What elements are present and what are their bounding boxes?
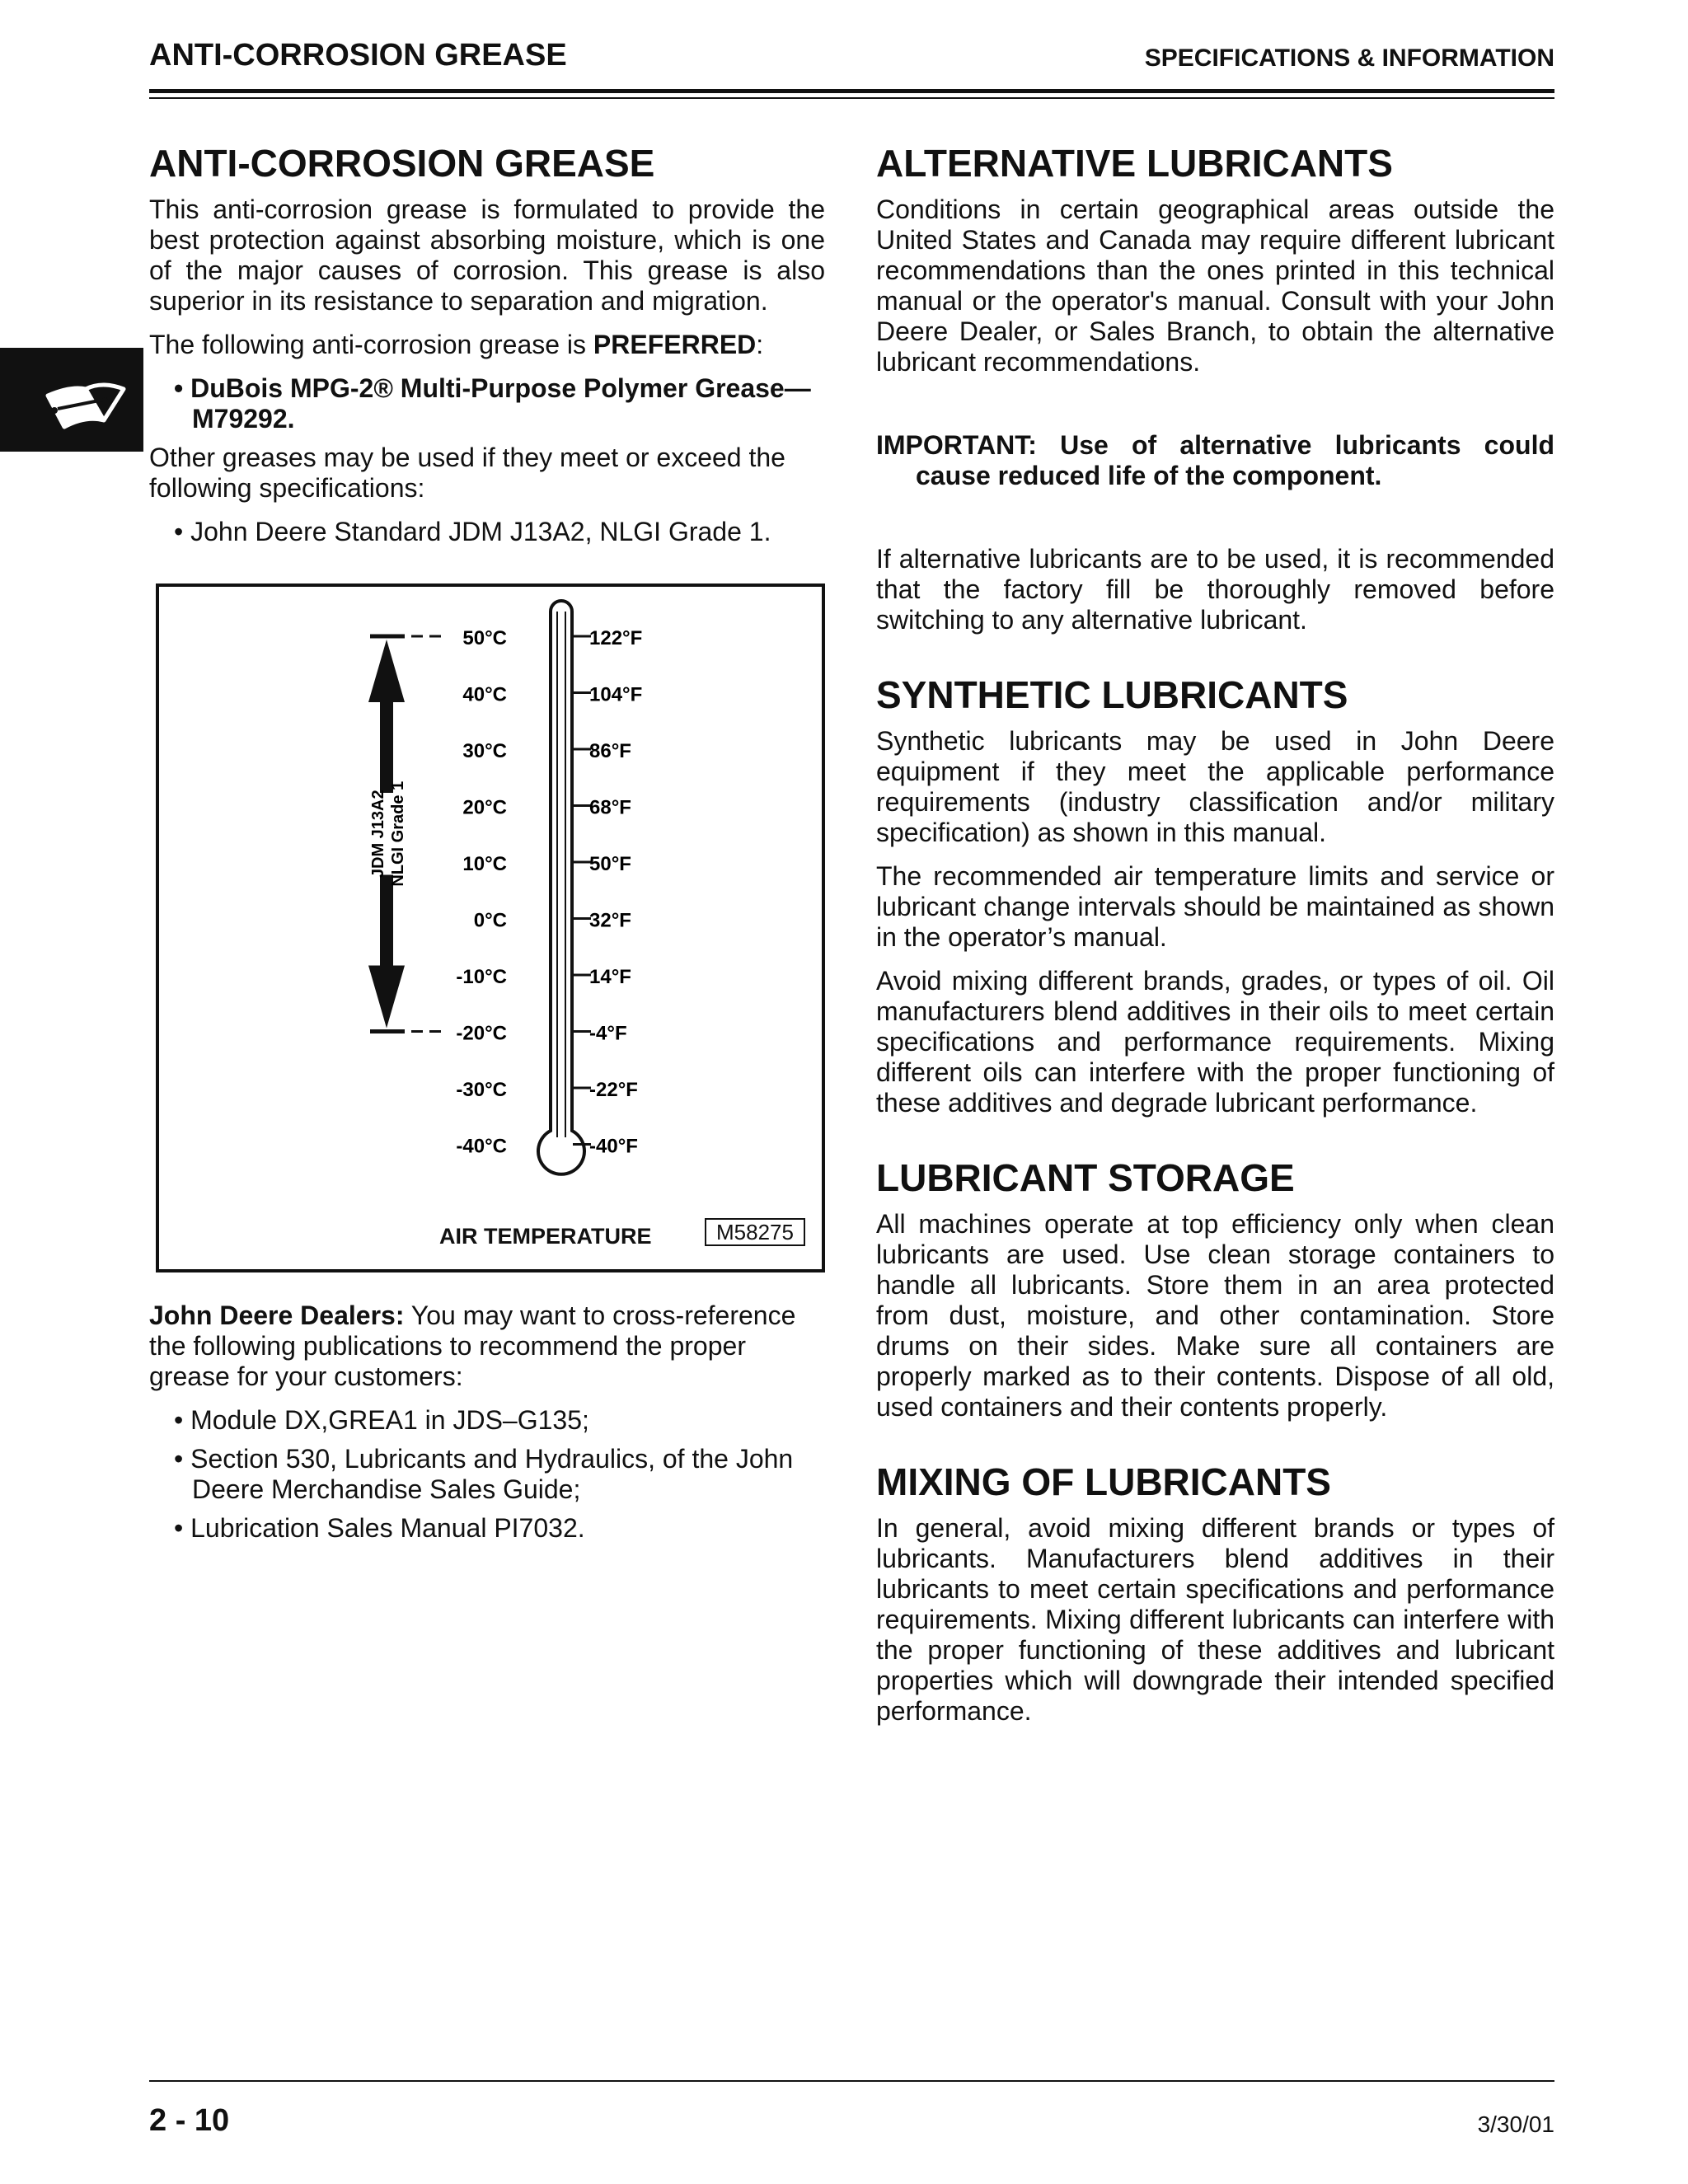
page-number: 2 - 10	[149, 2103, 230, 2138]
preferred-prefix: The following anti-corrosion grease is	[149, 330, 593, 359]
anti-corrosion-heading: ANTI-CORROSION GREASE	[149, 142, 655, 185]
fahrenheit-label: -22°F	[589, 1079, 638, 1101]
other-greases-text: Other greases may be used if they meet or exceed the following specifications:	[149, 443, 785, 503]
footer-rule	[149, 2080, 1554, 2082]
celsius-label: -20°C	[456, 1022, 507, 1045]
dealers-text: You may want to cross-reference the following publications to recommend the proper grease for your customers:	[149, 1301, 796, 1391]
important-notice: IMPORTANT: Use of alternative lubricants could cause reduced life of the component.	[876, 430, 1554, 490]
synthetic-p3: Avoid mixing different brands, grades, or types of oil. Oil manufacturers blend additives in their oils to meet certain specifications and performance requirements. Mixing different oils can interfere with the proper functioning of these additives and degrade lubricant performance.	[876, 966, 1554, 1118]
preferred-word: PREFERRED	[593, 330, 757, 359]
preferred-suffix: :	[756, 330, 764, 359]
fahrenheit-label: 14°F	[589, 966, 631, 988]
fahrenheit-label: 50°F	[589, 853, 631, 875]
fahrenheit-label: 104°F	[589, 683, 643, 706]
figure-caption: AIR TEMPERATURE	[439, 1224, 652, 1249]
thermometer-diagram	[159, 587, 822, 1269]
fahrenheit-label: 122°F	[589, 627, 643, 649]
range-arrow-down	[368, 875, 405, 1029]
left-column	[149, 142, 825, 1552]
right-column	[876, 142, 1554, 1740]
celsius-label: 40°C	[462, 683, 507, 706]
celsius-label: 0°C	[473, 909, 507, 932]
celsius-label: -10°C	[456, 966, 507, 988]
running-header-section: SPECIFICATIONS & INFORMATION	[1144, 45, 1554, 72]
temperature-figure	[156, 583, 825, 1272]
anti-corrosion-intro: This anti-corrosion grease is formulated to provide the best protection against absorbing moisture, which is one of the major causes of corrosion. This grease is also superior in its resistance to separation and migration.	[149, 194, 825, 316]
synthetic-p2: The recommended air temperature limits and service or lubricant change intervals should be maintained as shown in the operator’s manual.	[876, 861, 1554, 952]
preferred-sentence	[149, 330, 825, 360]
publication-item: • Module DX,GREA1 in JDS–G135;	[174, 1405, 589, 1435]
celsius-label: 30°C	[462, 740, 507, 762]
celsius-label: -40°C	[456, 1135, 507, 1158]
publication-item: • Lubrication Sales Manual PI7032.	[174, 1513, 585, 1543]
header-rule-thick	[149, 89, 1554, 93]
header-rule-thin	[149, 97, 1554, 99]
spec-label-line2: NLGI Grade 1	[389, 780, 407, 887]
celsius-label: 10°C	[462, 853, 507, 875]
fahrenheit-label: -4°F	[589, 1022, 627, 1045]
figure-id: M58275	[705, 1218, 805, 1246]
running-header-title: ANTI-CORROSION GREASE	[149, 38, 567, 73]
section-tab-book-icon	[0, 348, 143, 452]
fahrenheit-label: 68°F	[589, 796, 631, 819]
range-arrow-up	[368, 640, 405, 793]
fahrenheit-label: 32°F	[589, 909, 631, 932]
alternative-lubricants-heading: ALTERNATIVE LUBRICANTS	[876, 142, 1393, 185]
mixing-lubricants-heading: MIXING OF LUBRICANTS	[876, 1460, 1331, 1503]
synthetic-lubricants-heading: SYNTHETIC LUBRICANTS	[876, 673, 1348, 716]
celsius-label: 20°C	[462, 796, 507, 819]
fahrenheit-label: -40°F	[589, 1135, 638, 1158]
celsius-label: -30°C	[456, 1079, 507, 1101]
celsius-label: 50°C	[462, 627, 507, 649]
spec-item: • John Deere Standard JDM J13A2, NLGI Grade 1.	[174, 517, 771, 546]
mixing-lubricants-text: In general, avoid mixing different brands or types of lubricants. Manufacturers blend additives in their lubricants to meet certain specifications and performance requirements. Mixing different lubricants can interfere with the proper functioning of these additives and lubricant properties which will downgrade their intended specified performance.	[876, 1513, 1554, 1726]
fahrenheit-label: 86°F	[589, 740, 631, 762]
synthetic-p1: Synthetic lubricants may be used in John Deere equipment if they meet the applicable performance requirements (industry classification and/or military specification) as shown in this manual.	[876, 726, 1554, 847]
preferred-grease-item: • DuBois MPG-2® Multi-Purpose Polymer Grease—M79292.	[174, 373, 811, 434]
lubricant-storage-heading: LUBRICANT STORAGE	[876, 1156, 1295, 1199]
publication-item: • Section 530, Lubricants and Hydraulics, of the John Deere Merchandise Sales Guide;	[174, 1444, 794, 1504]
revision-date: 3/30/01	[1477, 2111, 1554, 2137]
lubricant-storage-text: All machines operate at top efficiency only when clean lubricants are used. Use clean storage containers to handle all lubricants. Store them in an area protected from dust, moisture, and other contamination. Store drums on their sides. Make sure all containers are properly marked as to their contents. Dispose of all old, used containers and their contents properly.	[876, 1209, 1554, 1422]
dealers-label: John Deere Dealers:	[149, 1301, 405, 1330]
factory-fill-text: If alternative lubricants are to be used, it is recommended that the factory fill be thoroughly removed before switching to any alternative lubricant.	[876, 544, 1554, 635]
spec-label-line1: JDM J13A2	[369, 790, 387, 879]
dealers-note	[149, 1301, 825, 1392]
alternative-lubricants-text: Conditions in certain geographical areas outside the United States and Canada may require different lubricant recommendations than the ones printed in this technical manual or the operator's manual. Consult with your John Deere Dealer, or Sales Branch, to obtain the alternative lubricant recommendations.	[876, 194, 1554, 377]
